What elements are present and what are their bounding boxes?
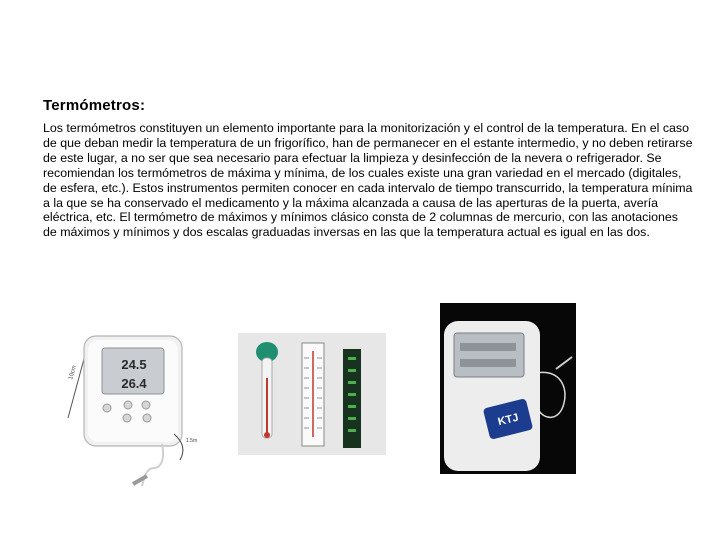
ktj-brand-label: KTJ <box>496 411 520 429</box>
svg-text:10cm: 10cm <box>68 364 78 381</box>
svg-text:1.5m: 1.5m <box>186 438 198 444</box>
digital-thermometer-photo <box>62 318 198 496</box>
body-paragraph: Los termómetros constituyen un elemento importante para la monitorización y el control de la temperatura. En el caso de que deban medir la temperatura de un frigorífico, han de permanecer en el estante intermedio, y no deben retirarse de este lugar, a no ser que sea necesario para efectuar la limpieza y desinfección de la nevera o refrigerador. Se recomiendan los termómetros de máxima y mínima, de los cuales existe una gran variedad en el mercado (digitales, de esfera, etc.). Estos instrumentos permiten conocer en cada intervalo de tiempo transcurrido, la temperatura mínima a la que se ha conservado el medicamento y la máxima alcanzada a causa de las aperturas de la puerta, avería eléctrica, etc. El termómetro de máximos y mínimos clásico consta de 2 columnas de mercurio, con las anotaciones de máximos y mínimos y dos escalas graduadas inversas en las que la temperatura actual es igual en las dos. <box>43 121 693 240</box>
ktj-thermometer-photo <box>440 303 576 474</box>
section-heading: Termómetros: <box>43 97 146 114</box>
display-reading-top: 24.5 <box>121 357 147 372</box>
display-reading-bottom: 26.4 <box>121 376 147 391</box>
analog-thermometers-photo <box>238 333 386 455</box>
